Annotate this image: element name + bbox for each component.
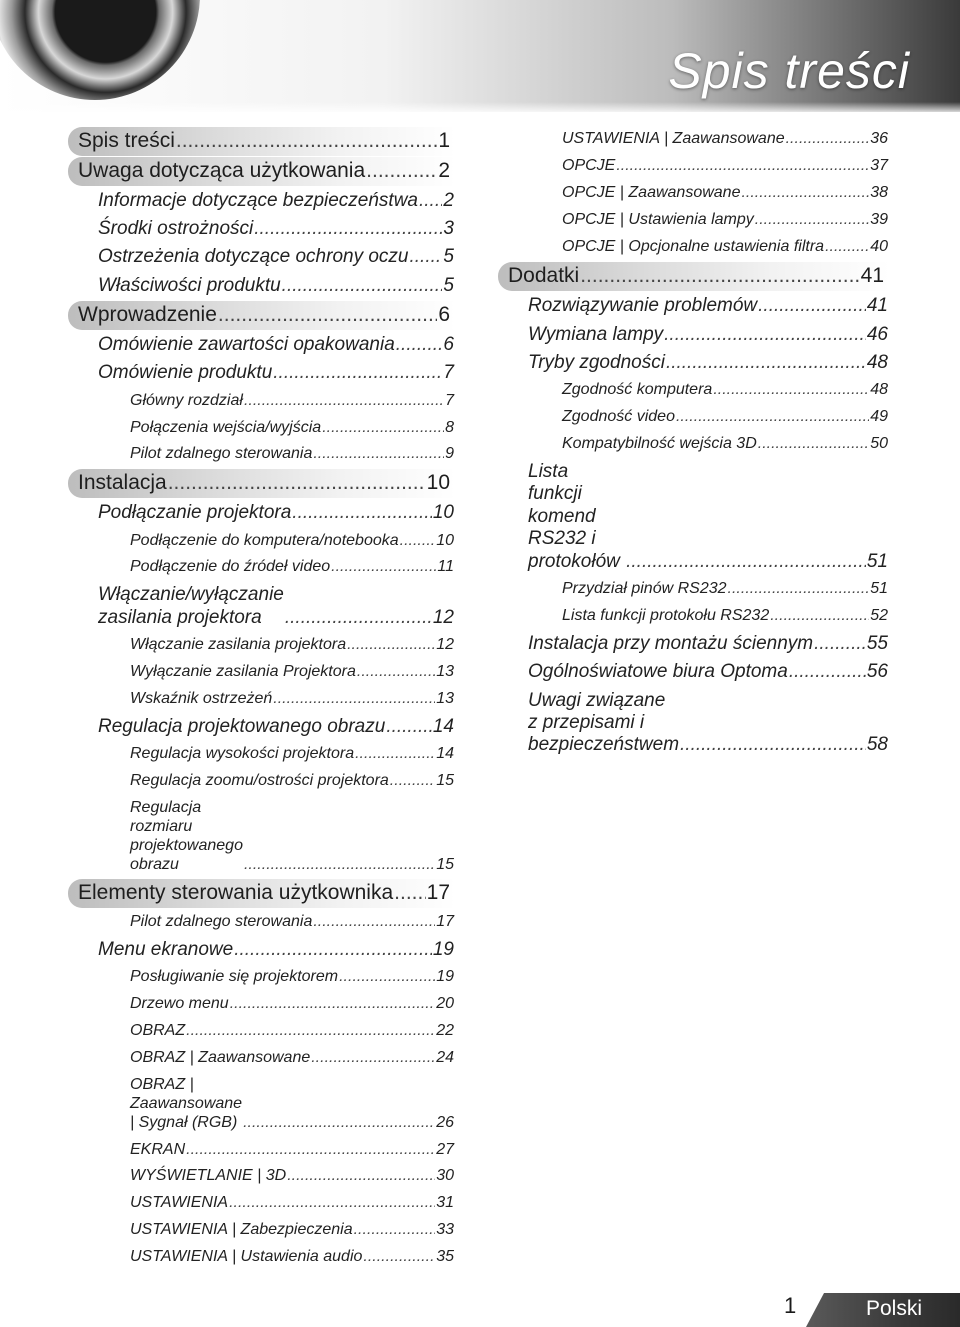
- toc-entry-page: 9: [445, 445, 454, 463]
- toc-entry-title: USTAWIENIA | Zabezpieczenia: [130, 1221, 353, 1239]
- toc-leader-dots: [311, 1049, 435, 1068]
- toc-leader-dots: [676, 408, 869, 427]
- toc-entry-page: 5: [443, 274, 454, 296]
- toc-entry[interactable]: [68, 331, 456, 359]
- toc-leader-dots: [825, 238, 869, 257]
- toc-entry-title: USTAWIENIA | Ustawienia audio: [130, 1248, 363, 1266]
- toc-entry-page: 6: [438, 303, 450, 327]
- toc-entry-page: 3: [443, 217, 454, 239]
- toc-entry-page: 51: [866, 550, 888, 572]
- toc-leader-dots: [313, 445, 444, 464]
- toc-entry-page: 31: [436, 1194, 454, 1212]
- toc-entry-title: Zgodność video: [562, 408, 675, 426]
- toc-entry-page: 30: [436, 1167, 454, 1185]
- toc-entry[interactable]: [68, 1217, 456, 1244]
- toc-entry-page: 35: [436, 1248, 454, 1266]
- toc-entry-page: 15: [436, 772, 454, 789]
- toc-entry-page: 17: [436, 913, 454, 931]
- toc-leader-dots: [741, 184, 869, 203]
- toc-leader-dots: [419, 190, 442, 212]
- toc-leader-dots: [176, 129, 437, 154]
- toc-entry-title: Regulacja rozmiaru projektowanego obrazu: [130, 798, 243, 873]
- toc-entry-title: Właściwości produktu: [98, 274, 281, 296]
- toc-entry[interactable]: [68, 1190, 456, 1217]
- toc-entry-title: Pilot zdalnego sterowania: [130, 445, 313, 463]
- toc-entry[interactable]: [68, 686, 456, 713]
- toc-entry-title: Wyłączanie zasilania Projektora: [130, 662, 356, 680]
- toc-entry-page: 14: [436, 745, 454, 763]
- toc-entry[interactable]: [68, 388, 456, 415]
- toc-entry-title: USTAWIENIA: [130, 1194, 229, 1212]
- toc-leader-dots: [244, 856, 435, 875]
- toc-entry[interactable]: [68, 469, 456, 498]
- toc-entry-title: Regulacja wysokości projektora: [130, 745, 355, 763]
- toc-entry-page: 27: [436, 1140, 454, 1158]
- toc-leader-dots: [234, 939, 432, 961]
- toc-entry-title: Elementy sterowania użytkownika: [78, 881, 394, 905]
- toc-entry[interactable]: [498, 153, 890, 180]
- toc-entry-title: Drzewo menu: [130, 995, 229, 1013]
- toc-entry[interactable]: [68, 1137, 456, 1164]
- toc-leader-dots: [331, 558, 436, 577]
- toc-entry-title: Lista funkcji protokołu RS232: [562, 606, 770, 624]
- toc-entry-title: Menu ekranowe: [98, 939, 234, 961]
- toc-entry-page: 8: [445, 418, 454, 436]
- toc-entry-title: Podłączanie projektora: [98, 502, 292, 524]
- toc-entry-page: 7: [445, 391, 454, 409]
- toc-entry[interactable]: [498, 630, 890, 658]
- toc-leader-dots: [386, 716, 432, 738]
- toc-entry[interactable]: [68, 1163, 456, 1190]
- toc-entry-page: 13: [436, 662, 454, 680]
- toc-entry[interactable]: [68, 936, 456, 964]
- toc-entry[interactable]: [68, 272, 456, 300]
- toc-leader-dots: [347, 636, 435, 655]
- toc-entry-page: 10: [426, 471, 450, 495]
- toc-entry-title: Uwagi związane z przepisami i bezpieczeństwem: [528, 689, 680, 756]
- toc-leader-dots: [339, 968, 435, 987]
- toc-entry-title: Rozwiązywanie problemów: [528, 295, 758, 317]
- toc-leader-dots: [390, 772, 435, 791]
- toc-leader-dots: [186, 1141, 435, 1160]
- toc-entry-page: 7: [443, 362, 454, 384]
- toc-entry-page: 19: [436, 968, 454, 986]
- toc-leader-dots: [313, 913, 435, 932]
- toc-leader-dots: [354, 1221, 436, 1240]
- toc-entry-title: Zgodność komputera: [562, 381, 713, 399]
- toc-entry-page: 33: [436, 1221, 454, 1239]
- toc-entry[interactable]: [68, 659, 456, 686]
- toc-entry-title: Spis treści: [78, 129, 175, 152]
- toc-entry[interactable]: [498, 404, 890, 431]
- toc-entry-title: OPCJE | Ustawienia lampy: [562, 210, 754, 228]
- toc-entry-title: Regulacja projektowanego obrazu: [98, 715, 386, 737]
- toc-entry-page: 11: [437, 558, 454, 576]
- footer: [0, 1287, 960, 1327]
- toc-entry-page: 52: [870, 606, 888, 624]
- toc-entry[interactable]: [68, 243, 456, 271]
- toc-leader-dots: [243, 1114, 435, 1133]
- toc-leader-dots: [400, 532, 436, 551]
- toc-leader-dots: [680, 734, 866, 756]
- toc-leader-dots: [355, 745, 435, 764]
- toc-entry[interactable]: [68, 741, 456, 768]
- toc-entry-title: Połączenia wejścia/wyjścia: [130, 418, 322, 436]
- toc-entry-page: 6: [443, 333, 454, 355]
- toc-leader-dots: [244, 392, 444, 411]
- toc-entry[interactable]: [498, 180, 890, 207]
- toc-entry-title: Środki ostrożności: [98, 217, 254, 239]
- toc-entry-title: Regulacja zoomu/ostrości projektora: [130, 772, 389, 789]
- toc-entry[interactable]: [498, 431, 890, 458]
- toc-leader-dots: [287, 1167, 435, 1186]
- toc-entry-page: 38: [870, 183, 888, 201]
- toc-entry-title: Podłączenie do źródeł video: [130, 558, 331, 576]
- toc-entry-page: 14: [432, 715, 454, 737]
- toc-entry[interactable]: [498, 321, 890, 349]
- toc-leader-dots: [254, 218, 442, 240]
- toc-entry-page: 46: [866, 323, 888, 345]
- toc-entry-title: OPCJE | Opcjonalne ustawienia filtra: [562, 237, 825, 255]
- toc-entry[interactable]: [498, 207, 890, 234]
- toc-leader-dots: [755, 211, 869, 230]
- toc-entry[interactable]: [68, 1244, 456, 1271]
- toc-entry-page: 19: [432, 939, 454, 961]
- toc-entry-page: 49: [870, 408, 888, 426]
- toc-entry-page: 22: [436, 1022, 454, 1040]
- toc-entry[interactable]: [68, 441, 456, 468]
- projector-lens-graphic: [0, 0, 200, 100]
- toc-entry-title: Wskaźnik ostrzeżeń: [130, 689, 273, 707]
- toc-entry-page: 40: [870, 237, 888, 255]
- page-title: Spis treści: [668, 43, 910, 99]
- toc-entry[interactable]: [68, 964, 456, 991]
- toc-entry[interactable]: [498, 234, 890, 261]
- toc-entry-title: Ogólnoświatowe biura Optoma: [528, 661, 788, 683]
- toc-entry-title: Uwaga dotycząca użytkowania: [78, 158, 366, 182]
- toc-entry-page: 10: [436, 531, 454, 549]
- toc-entry-page: 2: [443, 189, 454, 211]
- toc-entry-title: Ostrzeżenia dotyczące ochrony oczu: [98, 246, 409, 268]
- toc-entry[interactable]: [68, 359, 456, 387]
- page-number: 1: [784, 1293, 797, 1318]
- toc-entry[interactable]: [68, 554, 456, 581]
- toc-entry-page: 26: [436, 1113, 454, 1131]
- toc-entry-page: 12: [432, 606, 454, 628]
- toc-leader-dots: [626, 551, 866, 573]
- toc-leader-dots: [713, 381, 869, 400]
- toc-entry[interactable]: [68, 991, 456, 1018]
- toc-entry[interactable]: [68, 1045, 456, 1072]
- toc-entry-page: 41: [866, 295, 888, 317]
- header-banner: [0, 0, 960, 112]
- toc-leader-dots: [789, 661, 866, 683]
- toc-leader-dots: [616, 157, 869, 176]
- toc-entry[interactable]: [68, 713, 456, 741]
- toc-leader-dots: [273, 690, 435, 709]
- toc-entry-title: Omówienie produktu: [98, 362, 273, 384]
- toc-entry-title: Posługiwanie się projektorem: [130, 968, 339, 986]
- toc-leader-dots: [410, 246, 443, 268]
- toc-entry-page: 48: [866, 351, 888, 373]
- toc-entry-page: 1: [438, 129, 450, 152]
- toc-entry[interactable]: [498, 292, 890, 320]
- toc-entry-title: Podłączenie do komputera/notebooka: [130, 531, 399, 549]
- toc-left-column: [68, 126, 456, 1271]
- toc-leader-dots: [666, 352, 866, 374]
- toc-entry[interactable]: [498, 458, 890, 576]
- toc-entry[interactable]: [68, 127, 456, 156]
- toc-entry[interactable]: [68, 301, 456, 330]
- toc-entry-page: 48: [870, 381, 888, 399]
- toc-leader-dots: [366, 159, 437, 184]
- toc-entry-page: 13: [436, 689, 454, 707]
- toc-leader-dots: [322, 419, 444, 438]
- toc-entry-page: 5: [443, 246, 454, 268]
- toc-entry-page: 17: [426, 881, 450, 905]
- toc-leader-dots: [186, 1022, 435, 1041]
- toc-entry-page: 10: [432, 502, 454, 524]
- toc-entry-title: OBRAZ: [130, 1022, 186, 1040]
- toc-leader-dots: [770, 607, 869, 626]
- toc-entry-title: Instalacja przy montażu ściennym: [528, 632, 814, 654]
- toc-leader-dots: [282, 275, 443, 297]
- toc-entry-page: 12: [436, 636, 454, 654]
- toc-entry-title: Instalacja: [78, 471, 167, 495]
- toc-leader-dots: [396, 334, 443, 356]
- toc-entry[interactable]: [68, 768, 456, 795]
- toc-entry-title: Główny rozdział: [130, 391, 243, 409]
- toc-entry-page: 50: [870, 435, 888, 453]
- toc-entry[interactable]: [498, 126, 890, 153]
- toc-entry-page: 55: [866, 632, 888, 654]
- toc-entry-title: Omówienie zawartości opakowania: [98, 333, 395, 355]
- toc-entry-page: 41: [860, 264, 884, 288]
- toc-entry-page: 24: [436, 1049, 454, 1067]
- toc-leader-dots: [814, 633, 866, 655]
- toc-leader-dots: [758, 295, 866, 317]
- toc-leader-dots: [580, 264, 859, 289]
- toc-entry-title: Wymiana lampy: [528, 323, 664, 345]
- toc-entry-page: 20: [436, 995, 454, 1013]
- toc-entry-page: 36: [870, 130, 888, 147]
- toc-entry-title: WYŚWIETLANIE | 3D: [130, 1167, 287, 1185]
- toc-entry-title: Włączanie zasilania projektora: [130, 636, 347, 654]
- toc-leader-dots: [394, 881, 425, 906]
- toc-entry[interactable]: [68, 187, 456, 215]
- toc-entry-page: 15: [436, 855, 454, 873]
- toc-entry[interactable]: [68, 528, 456, 555]
- toc-entry-title: Pilot zdalnego sterowania: [130, 913, 313, 931]
- toc-entry[interactable]: [68, 1072, 456, 1137]
- toc-entry[interactable]: [68, 415, 456, 442]
- toc-leader-dots: [285, 607, 432, 629]
- toc-entry[interactable]: [498, 576, 890, 603]
- language-label: Polski: [865, 1297, 922, 1320]
- toc-entry-title: USTAWIENIA | Zaawansowane: [562, 130, 785, 147]
- toc-leader-dots: [168, 471, 426, 496]
- toc-entry-title: Wprowadzenie: [78, 303, 217, 327]
- toc-entry[interactable]: [498, 658, 890, 686]
- toc-entry-title: OBRAZ | Zaawansowane: [130, 1049, 311, 1067]
- toc-entry-page: 56: [866, 661, 888, 683]
- toc-entry-page: 39: [870, 210, 888, 228]
- toc-entry-page: 2: [438, 158, 450, 182]
- toc-entry[interactable]: [68, 157, 456, 186]
- toc-entry[interactable]: [68, 499, 456, 527]
- toc-leader-dots: [292, 502, 432, 524]
- toc-entry[interactable]: [68, 795, 456, 879]
- toc-entry[interactable]: [68, 632, 456, 659]
- toc-leader-dots: [229, 1194, 435, 1213]
- toc-leader-dots: [728, 580, 870, 599]
- toc-entry-title: OPCJE | Zaawansowane: [562, 183, 741, 201]
- toc-entry[interactable]: [498, 262, 890, 291]
- toc-entry-title: Przydział pinów RS232: [562, 580, 727, 598]
- toc-leader-dots: [273, 362, 442, 384]
- toc-entry[interactable]: [68, 1018, 456, 1045]
- toc-leader-dots: [357, 663, 435, 682]
- toc-entry[interactable]: [68, 879, 456, 908]
- toc-leader-dots: [230, 995, 436, 1014]
- toc-entry-title: Lista funkcji komend RS232 i protokołów: [528, 460, 620, 572]
- toc-entry[interactable]: [498, 603, 890, 630]
- toc-entry-page: 58: [866, 734, 888, 756]
- toc-entry[interactable]: [68, 581, 456, 632]
- toc-entry-title: Informacje dotyczące bezpieczeństwa: [98, 189, 418, 211]
- toc-entry-title: OBRAZ | Zaawansowane | Sygnał (RGB): [130, 1075, 243, 1131]
- toc-leader-dots: [363, 1248, 435, 1267]
- toc-entry[interactable]: [498, 377, 890, 404]
- toc-entry-title: Dodatki: [508, 264, 580, 288]
- toc-entry-title: Włączanie/wyłączanie zasilania projektora: [98, 584, 284, 628]
- toc-leader-dots: [786, 130, 870, 149]
- toc-entry[interactable]: [68, 215, 456, 243]
- toc-entry[interactable]: [498, 687, 890, 760]
- toc-entry-title: Kompatybilność wejścia 3D: [562, 435, 757, 453]
- toc-entry[interactable]: [498, 349, 890, 377]
- toc-entry-title: Tryby zgodności: [528, 351, 665, 373]
- toc-leader-dots: [758, 435, 869, 454]
- toc-entry-title: EKRAN: [130, 1140, 186, 1158]
- toc-leader-dots: [664, 324, 866, 346]
- toc-entry-title: OPCJE: [562, 156, 616, 174]
- toc-entry-page: 51: [870, 580, 888, 598]
- toc-entry-page: 37: [870, 156, 888, 174]
- toc-entry[interactable]: [68, 909, 456, 936]
- toc-right-column: [498, 126, 890, 760]
- toc-leader-dots: [218, 303, 437, 328]
